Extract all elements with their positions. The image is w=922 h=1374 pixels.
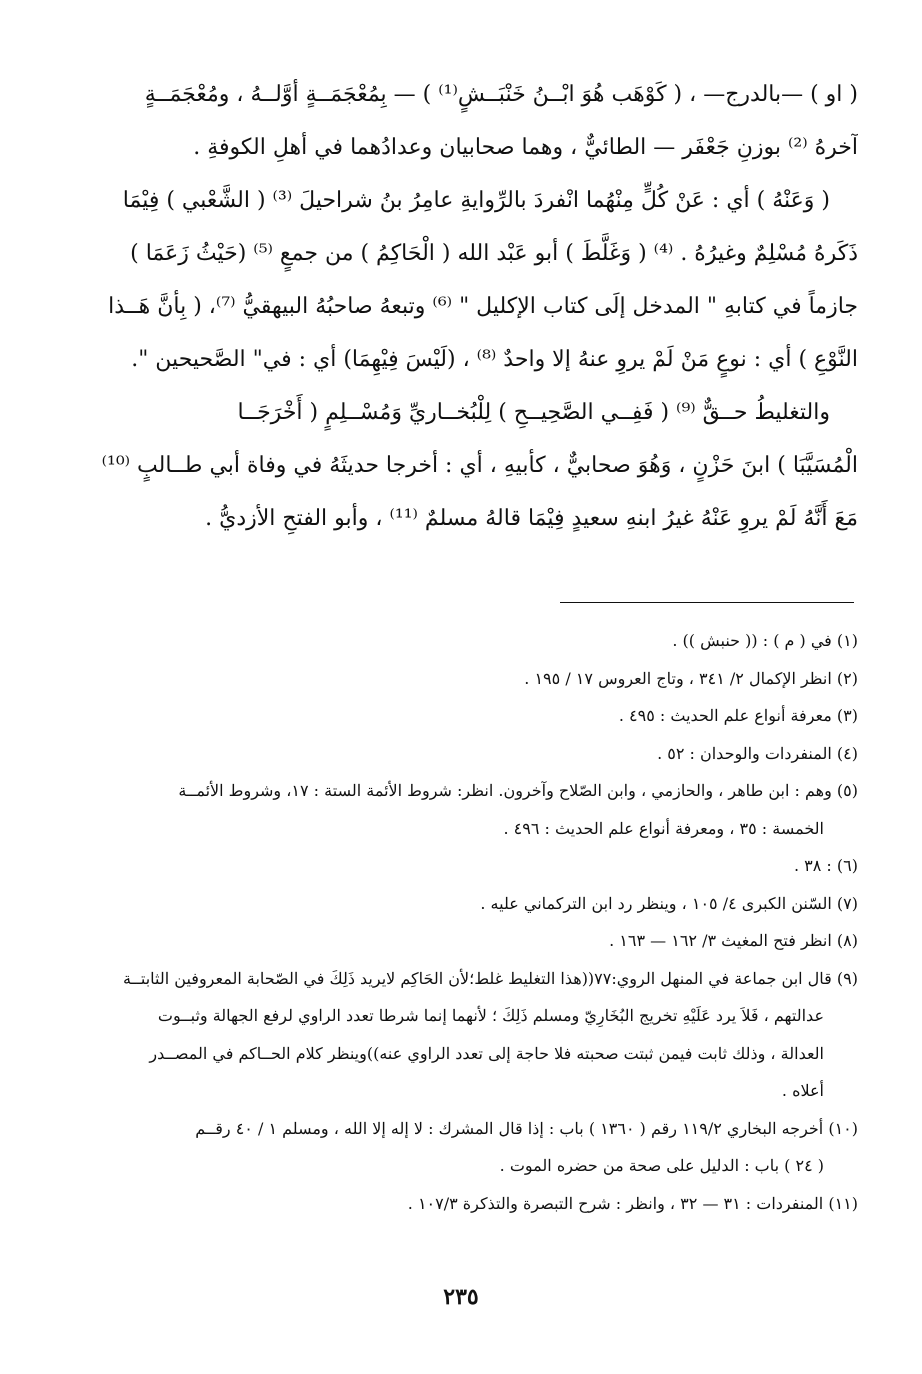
main-text-line: مَعَ أَنَّهُ لَمْ يروِ عَنْهُ غيرُ ابنهِ سعيدٍ فِيْمَا قالهُ مسلمٌ ⁽¹¹⁾ ، وأبو الفتحِ الأزديُّ .	[205, 506, 858, 531]
main-text-block	[80, 68, 858, 545]
footnote-line: (١٠) أخرجه البخاري ١١٩/٢ رقم ( ١٣٦٠ ) باب : إذا قال المشرك : لا إله إلا الله ، ومسلم ١ / ٤٠ رقــم	[195, 1118, 858, 1138]
main-text-line: جازماً في كتابهِ " المدخل إلَى كتاب الإكليل " ⁽⁶⁾ وتبعهُ صاحبُهُ البيهقيُّ ⁽⁷⁾، ( بِأنَّ هَــذا	[108, 294, 858, 319]
footnote-line: الخمسة : ٣٥ ، ومعرفة أنواع علم الحديث : ٤٩٦ .	[503, 818, 824, 838]
footnote-line: العدالة ، وذلك ثابت فيمن ثبتت صحبته فلا حاجة إلى تعدد الراوي عنه))وينظر كلام الحــاكم في المصــدر	[149, 1043, 824, 1063]
footnotes-block	[80, 622, 858, 1222]
main-text-line: النَّوْعِ ) أي : نوعٍ مَنْ لَمْ يروِ عنهُ إلا واحدٌ ⁽⁸⁾ ، (لَيْسَ فِيْهِمَا) أي : في" الصَّحيحين ".	[131, 347, 858, 372]
footnote-line: ( ٢٤ ) باب : الدليل على صحة من حضره الموت .	[499, 1156, 824, 1175]
footnote-line: (٧) السّنن الكبرى ٤/ ١٠٥ ، وينظر رد ابن التركماني عليه .	[480, 893, 858, 913]
main-text-line: ( وَعَنْهُ ) أي : عَنْ كُلٍّ مِنْهُما انْفردَ بالرِّوايةِ عامِرُ بنُ شراحيلَ ⁽³⁾ ( الشَّعْبي ) فِيْمَا	[122, 188, 830, 213]
main-text-line: ( او ) —بالدرج— ، ( كَوْهَب هُوَ ابْــنُ خَنْبَــشٍ⁽¹⁾ ) — بِمُعْجَمَــةٍ أوَّلــهُ ، ومُعْجَمَــةٍ	[144, 82, 858, 107]
main-text-line: والتغليطُ حــقٌّ ⁽⁹⁾ ( فَفِــي الصَّحِيــحِ ) لِلْبُخــاريِّ وَمُسْــلِمٍ ( أَخْرَجَــا	[237, 400, 830, 425]
footnote-line: أعلاه .	[781, 1081, 824, 1100]
footnote-line: (٩) قال ابن جماعة في المنهل الروي:٧٧((هذا التغليط غلط؛لأن الحَاكِم لايريد ذَلِكَ في الصّحابة المعروفين الثابتــة	[122, 968, 858, 988]
footnote-line: عدالتهم ، فَلاَ يرد عَلَيْهِ تخريج البُخَارِيّ ومسلم ذَلِكَ ؛ لأنهما إنما شرطا تعدد الراوي لرفع الجهالة وثبــوت	[157, 1006, 824, 1025]
footnote-line: (٢) انظر الإكمال ٢/ ٣٤١ ، وتاج العروس ١٧ / ١٩٥ .	[524, 668, 858, 688]
footnote-line: (٨) انظر فتح المغيث ٣/ ١٦٢ — ١٦٣ .	[609, 931, 858, 950]
footnote-line: (٥) وهم : ابن طاهر ، والحازمي ، وابن الصّلاح وآخرون. انظر: شروط الأئمة الستة : ١٧، وشروط الأئمــة	[178, 781, 858, 800]
footnote-line: (٣) معرفة أنواع علم الحديث : ٤٩٥ .	[618, 706, 858, 725]
main-text-line: آخرهُ ⁽²⁾ بوزنِ جَعْفَر — الطائيٌّ ، وهما صحابيان وعدادُهما في أهلِ الكوفةِ .	[193, 135, 858, 160]
main-text-line: ذَكَرهُ مُسْلِمٌ وغيرُهُ . ⁽⁴⁾ ( وَغَلَّطَ ) أبو عَبْد الله ( الْحَاكِمُ ) من جمعٍ ⁽⁵⁾ (حَيْثُ زَعَمَا )	[130, 241, 858, 266]
footnote-line: (١١) المنفردات : ٣١ — ٣٢ ، وانظر : شرح التبصرة والتذكرة ١٠٧/٣ .	[407, 1193, 858, 1213]
footnote-line: (٤) المنفردات والوحدان : ٥٢ .	[657, 743, 858, 763]
footnote-separator	[560, 602, 854, 603]
page-number: ٢٣٥	[443, 1284, 479, 1310]
footnote-line: (٦) : ٣٨ .	[793, 856, 858, 875]
footnote-line: (١) في ( م ) : (( حنبش )) .	[672, 631, 858, 650]
main-text-line: الْمُسَيَّبَا ) ابنَ حَزْنٍ ، وَهُوَ صحابيٌّ ، كأبيهِ ، أي : أخرجا حديثَهُ في وفاة أبي طــالبٍ ⁽¹⁰⁾	[101, 453, 858, 478]
